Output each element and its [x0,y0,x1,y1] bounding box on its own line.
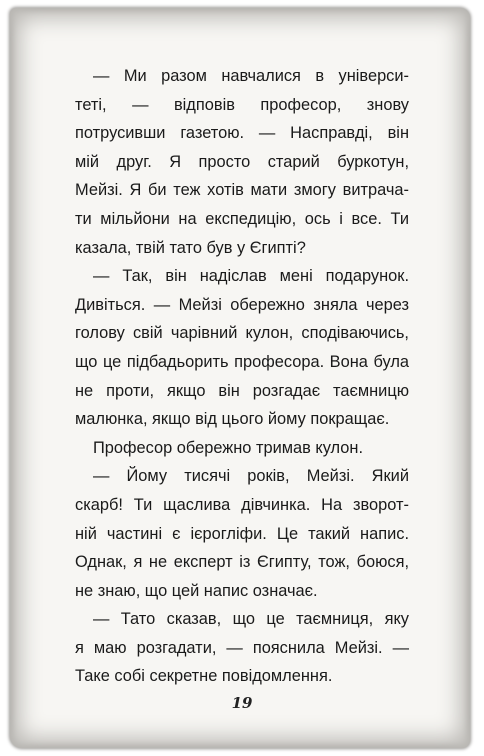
text-line: Мейзі. Я би теж хотів мати змогу витрача- [75,181,409,200]
text-line: не знаю, що цей напис означає. [75,581,318,600]
text-line: Професор обережно тримав кулон. [93,438,364,457]
text-line: мій друг. Я просто старий буркотун, [75,152,409,171]
text-line: Дивіться. — Мейзі обережно зняла через [75,295,409,314]
text-line: — Так, він надіслав мені подарунок. [93,267,409,286]
text-line: я маю розгадати, — пояснила Мейзі. — [75,638,409,657]
text-line: Таке собі секретне повідомлення. [75,667,333,686]
text-line: що це підбадьорить професора. Вона була [75,352,409,371]
text-line: Однак, я не експерт із Єгипту, тож, боюся, [75,553,409,572]
text-line: теті, — відповів професор, знову [75,95,409,114]
text-line: малюнка, якщо від цього йому покращає. [75,410,390,429]
text-line: не проти, якщо він розгадає таємницю [75,381,409,400]
text-line: казала, твій тато був у Єгипті? [75,238,306,257]
text-line: скарб! Ти щаслива дівчинка. На зворот- [75,495,409,514]
text-line: потрусивши газетою. — Насправді, він [75,124,409,143]
text-line: — Йому тисячі років, Мейзі. Який [93,467,409,486]
text-line: ній частині є ієрогліфи. Це такий напис. [75,524,409,543]
page-number: 19 [231,694,253,712]
text-line: — Тато сказав, що це таємниця, яку [93,610,409,629]
text-line: ти мільйони на експедицію, ось і все. Ти [75,209,409,228]
body-text [75,62,409,691]
text-line: — Ми разом навчалися в універси- [93,67,409,85]
text-line: голову свій чарівний кулон, сподіваючись, [75,324,409,343]
